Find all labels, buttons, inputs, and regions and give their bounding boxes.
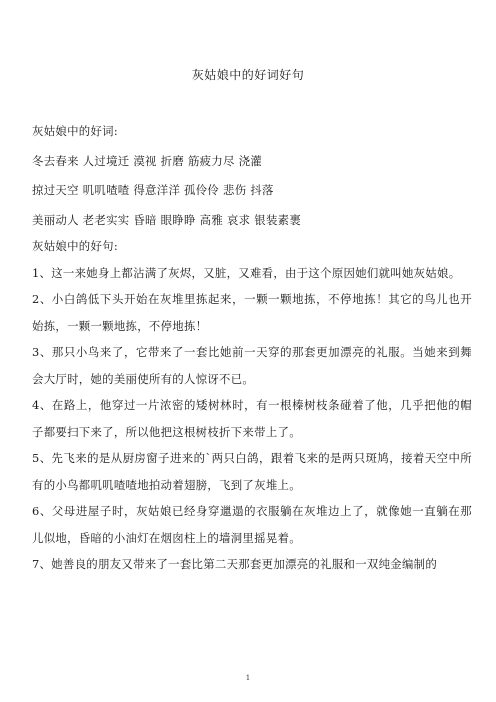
word-line: 掠过天空 叽叽喳喳 得意洋洋 孤伶伶 悲伤 抖落 bbox=[32, 183, 274, 197]
sentences-heading: 灰姑娘中的好句: bbox=[32, 239, 118, 253]
document-title: 灰姑娘中的好词好句 bbox=[191, 68, 305, 82]
sentence-item: 7、她善良的朋友又带来了一套比第二天那套更加漂亮的礼服和一双纯金编制的 bbox=[32, 557, 438, 571]
sentence-item: 3、那只小鸟来了，它带来了一套比她前一天穿的那套更加漂亮的礼服。当她来到舞会大厅时，她的美丽使所有的人惊讶不已。 bbox=[32, 345, 472, 386]
word-line: 冬去春来 人过境迁 漠视 折磨 筋疲力尽 浇灌 bbox=[32, 153, 263, 168]
sentence-item: 6、父母进屋子时，灰姑娘已经身穿邋遢的衣服躺在灰堆边上了，就像她一直躺在那儿似地，昏暗的小油灯在烟囱柱上的墙洞里摇晃着。 bbox=[32, 504, 472, 545]
sentence-item: 1、这一来她身上都沾满了灰烬，又脏，又难看，由于这个原因她们就叫她灰姑娘。 bbox=[32, 265, 461, 280]
sentence-item: 2、小白鸽低下头开始在灰堆里拣起来，一颗一颗地拣，不停地拣！其它的鸟儿也开始拣，一颗一颗地拣，不停地拣！ bbox=[32, 292, 472, 333]
document-body bbox=[32, 118, 472, 578]
page-number: 1 bbox=[245, 674, 251, 682]
sentence-item: 5、先飞来的是从厨房窗子进来的`两只白鸽，跟着飞来的是两只斑鸠，接着天空中所有的小鸟都叽叽喳喳地拍动着翅膀，飞到了灰堆上。 bbox=[32, 451, 472, 492]
words-heading: 灰姑娘中的好词: bbox=[32, 124, 118, 138]
word-line: 美丽动人 老老实实 昏暗 眼睁睁 高雅 哀求 银装素裹 bbox=[32, 212, 302, 227]
sentence-item: 4、在路上，他穿过一片浓密的矮树林时，有一根榛树枝条碰着了他，几乎把他的帽子都要扫下来了，所以他把这根树枝折下来带上了。 bbox=[32, 398, 472, 439]
